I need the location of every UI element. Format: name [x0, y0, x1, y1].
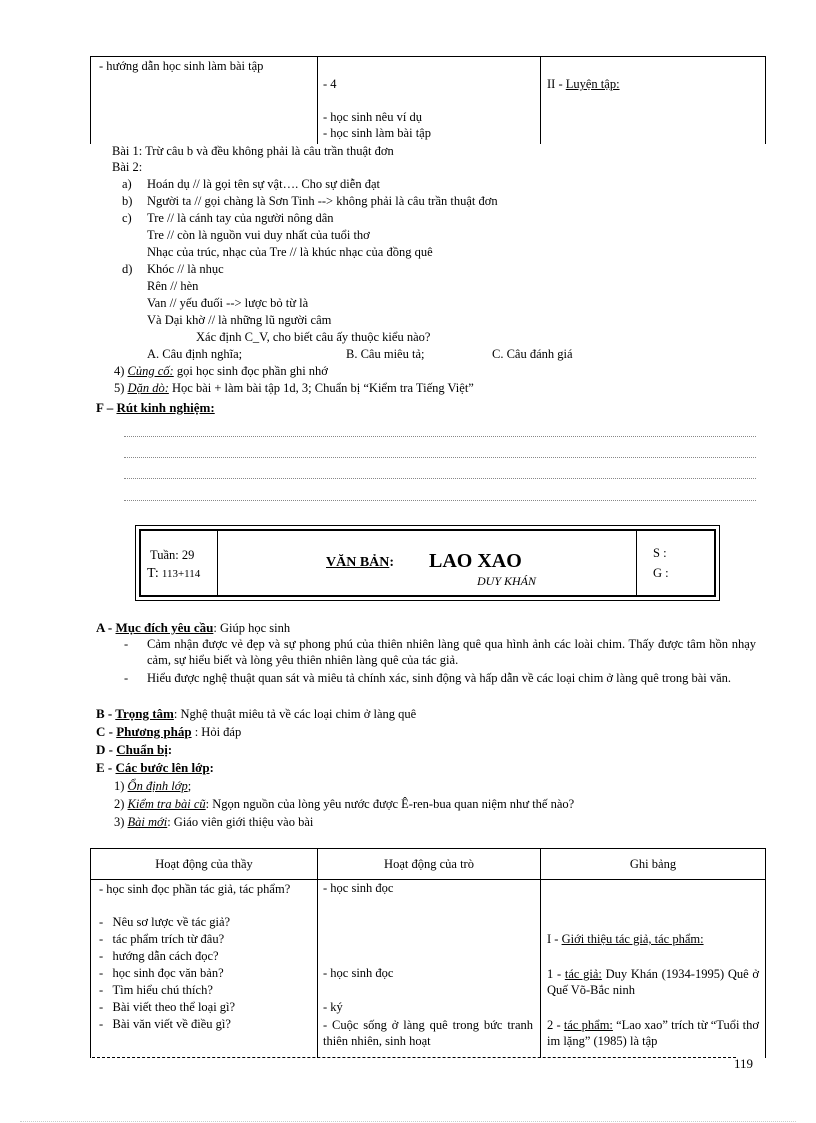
board-author: 1 - tác giả: Duy Khán (1934-1995) Quê ở Quế Võ-Bắc ninh	[547, 967, 759, 997]
lesson-step-2: 2) Kiểm tra bài cũ: Ngọn nguồn của lòng yêu nước được Ê-ren-bua quan niệm như thế nào?	[114, 797, 575, 811]
section-d: D - Chuẩn bị:	[96, 742, 173, 757]
section-b: B - Trọng tâm: Nghệ thuật miêu tả về các loại chim ở làng quê	[96, 706, 417, 721]
header-row-divider	[91, 879, 765, 880]
student-activity: - ký	[323, 1000, 343, 1014]
item-marker: b)	[122, 194, 133, 208]
step-5: 5) Dặn dò: Học bài + làm bài tập 1d, 3; Chuẩn bị “Kiểm tra Tiếng Việt”	[114, 381, 474, 395]
page-number: 119	[734, 1056, 754, 1071]
page-bottom-line	[20, 1121, 796, 1122]
note-line	[124, 478, 756, 479]
column-divider	[317, 849, 318, 1058]
item-line: Nhạc của trúc, nhạc của Tre // là khúc nhạc của đồng quê	[147, 245, 433, 259]
bullet-dash: -	[124, 637, 129, 651]
item-line: Người ta // gọi chàng là Sơn Tinh --> không phải là câu trần thuật đơn	[147, 194, 498, 208]
option-b: B. Câu miêu tả;	[346, 347, 425, 361]
student-activity: - học sinh đọc	[323, 966, 394, 980]
item-marker: d)	[122, 262, 133, 276]
student-activity: - Cuộc sống ở làng quê trong bức tranh thiên nhiên, sinh hoạt	[323, 1018, 533, 1048]
item-marker: c)	[122, 211, 132, 225]
period-label: T: 113+114	[147, 566, 201, 581]
option-a: A. Câu định nghĩa;	[147, 347, 243, 361]
section-a: A - Mục đích yêu cầu: Giúp học sinh	[96, 620, 291, 635]
objective-2: Hiểu được nghệ thuật quan sát và miêu tả chính xác, sinh động và hấp dẫn về các loại chim ở làng quê trong bài văn.	[147, 671, 732, 685]
header-board: Ghi bảng	[629, 857, 677, 871]
week-label: Tuần: 29	[150, 548, 195, 562]
teacher-activity: - Nêu sơ lược về tác giả?	[99, 915, 231, 929]
item-line: Van // yếu đuối --> lược bỏ từ là	[147, 296, 309, 310]
teacher-activity: - tác phẩm trích từ đâu?	[99, 932, 225, 946]
lesson-step-3: 3) Bài mới: Giáo viên giới thiệu vào bài	[114, 815, 314, 829]
header-student: Hoạt động của trò	[384, 857, 474, 871]
exercise-2-title: Bài 2:	[112, 160, 143, 174]
board-heading: I - Giới thiệu tác giả, tác phẩm:	[547, 932, 704, 946]
teacher-activity: - học sinh đọc văn bản?	[99, 966, 224, 980]
teacher-activity: - Tìm hiểu chú thích?	[99, 983, 213, 997]
lesson-title: LAO XAO	[429, 550, 522, 572]
activity-table	[90, 848, 766, 1058]
item-line: Rên // hèn	[147, 279, 199, 293]
note-line	[124, 436, 756, 437]
top-table-student-line: - học sinh làm bài tập	[323, 126, 431, 140]
item-line: Hoán dụ // là gọi tên sự vật…. Cho sự diễn đạt	[147, 177, 380, 191]
bullet-dash: -	[124, 671, 129, 685]
option-c: C. Câu đánh giá	[492, 347, 573, 361]
item-line: Khóc // là nhục	[147, 262, 224, 276]
column-divider	[540, 57, 541, 144]
item-line: Và Dại khờ // là những lũ người câm	[147, 313, 332, 327]
top-table-student-line: - 4	[323, 77, 337, 91]
footer-divider	[92, 1057, 736, 1058]
item-line: Tre // là cánh tay của người nông dân	[147, 211, 334, 225]
teacher-activity: - học sinh đọc phần tác giả, tác phẩm?	[99, 882, 291, 896]
lesson-header-box	[135, 525, 720, 601]
top-table	[90, 56, 766, 144]
top-table-teacher-cell: - hướng dẫn học sinh làm bài tập	[99, 59, 264, 73]
header-teacher: Hoạt động của thầy	[155, 857, 253, 871]
teacher-activity: - hướng dẫn cách đọc?	[99, 949, 219, 963]
teacher-activity: - Bài văn viết về điều gì?	[99, 1017, 231, 1031]
note-line	[124, 500, 756, 501]
note-line	[124, 457, 756, 458]
step-4: 4) Củng cố: gọi học sinh đọc phần ghi nhớ	[114, 364, 328, 378]
top-table-board-heading: II - Luyện tập:	[547, 77, 620, 91]
exercise-1: Bài 1: Trừ câu b và đều không phải là câu trần thuật đơn	[112, 144, 394, 158]
s-label: S :	[653, 546, 667, 560]
item-line: Tre // còn là nguồn vui duy nhất của tuổi thơ	[147, 228, 370, 242]
lesson-author: DUY KHÁN	[477, 574, 537, 588]
section-f: F – Rút kinh nghiệm:	[96, 400, 215, 415]
column-divider	[317, 57, 318, 144]
board-work: 2 - tác phẩm: “Lao xao” trích từ “Tuổi thơ im lặng” (1985) là tập	[547, 1018, 759, 1048]
g-label: G :	[653, 566, 669, 580]
top-table-student-line: - học sinh nêu ví dụ	[323, 110, 422, 124]
section-c: C - Phương pháp : Hỏi đáp	[96, 724, 242, 739]
lesson-step-1: 1) Ổn định lớp;	[114, 779, 192, 793]
question: Xác định C_V, cho biết câu ấy thuộc kiểu nào?	[196, 330, 431, 344]
item-marker: a)	[122, 177, 132, 191]
lesson-type-label: VĂN BẢN:	[326, 555, 395, 570]
teacher-activity: - Bài viết theo thể loại gì?	[99, 1000, 236, 1014]
section-e: E - Các bước lên lớp:	[96, 760, 214, 775]
objective-1: Cảm nhận được vẻ đẹp và sự phong phú của thiên nhiên làng quê qua hình ảnh các loài chim. Thấy được tâm hồn nhạy cảm, sự hiểu biết và lòng yêu thiên nhiên làng quê của tác giả.	[147, 637, 756, 667]
student-activity: - học sinh đọc	[323, 881, 394, 895]
column-divider	[540, 849, 541, 1058]
